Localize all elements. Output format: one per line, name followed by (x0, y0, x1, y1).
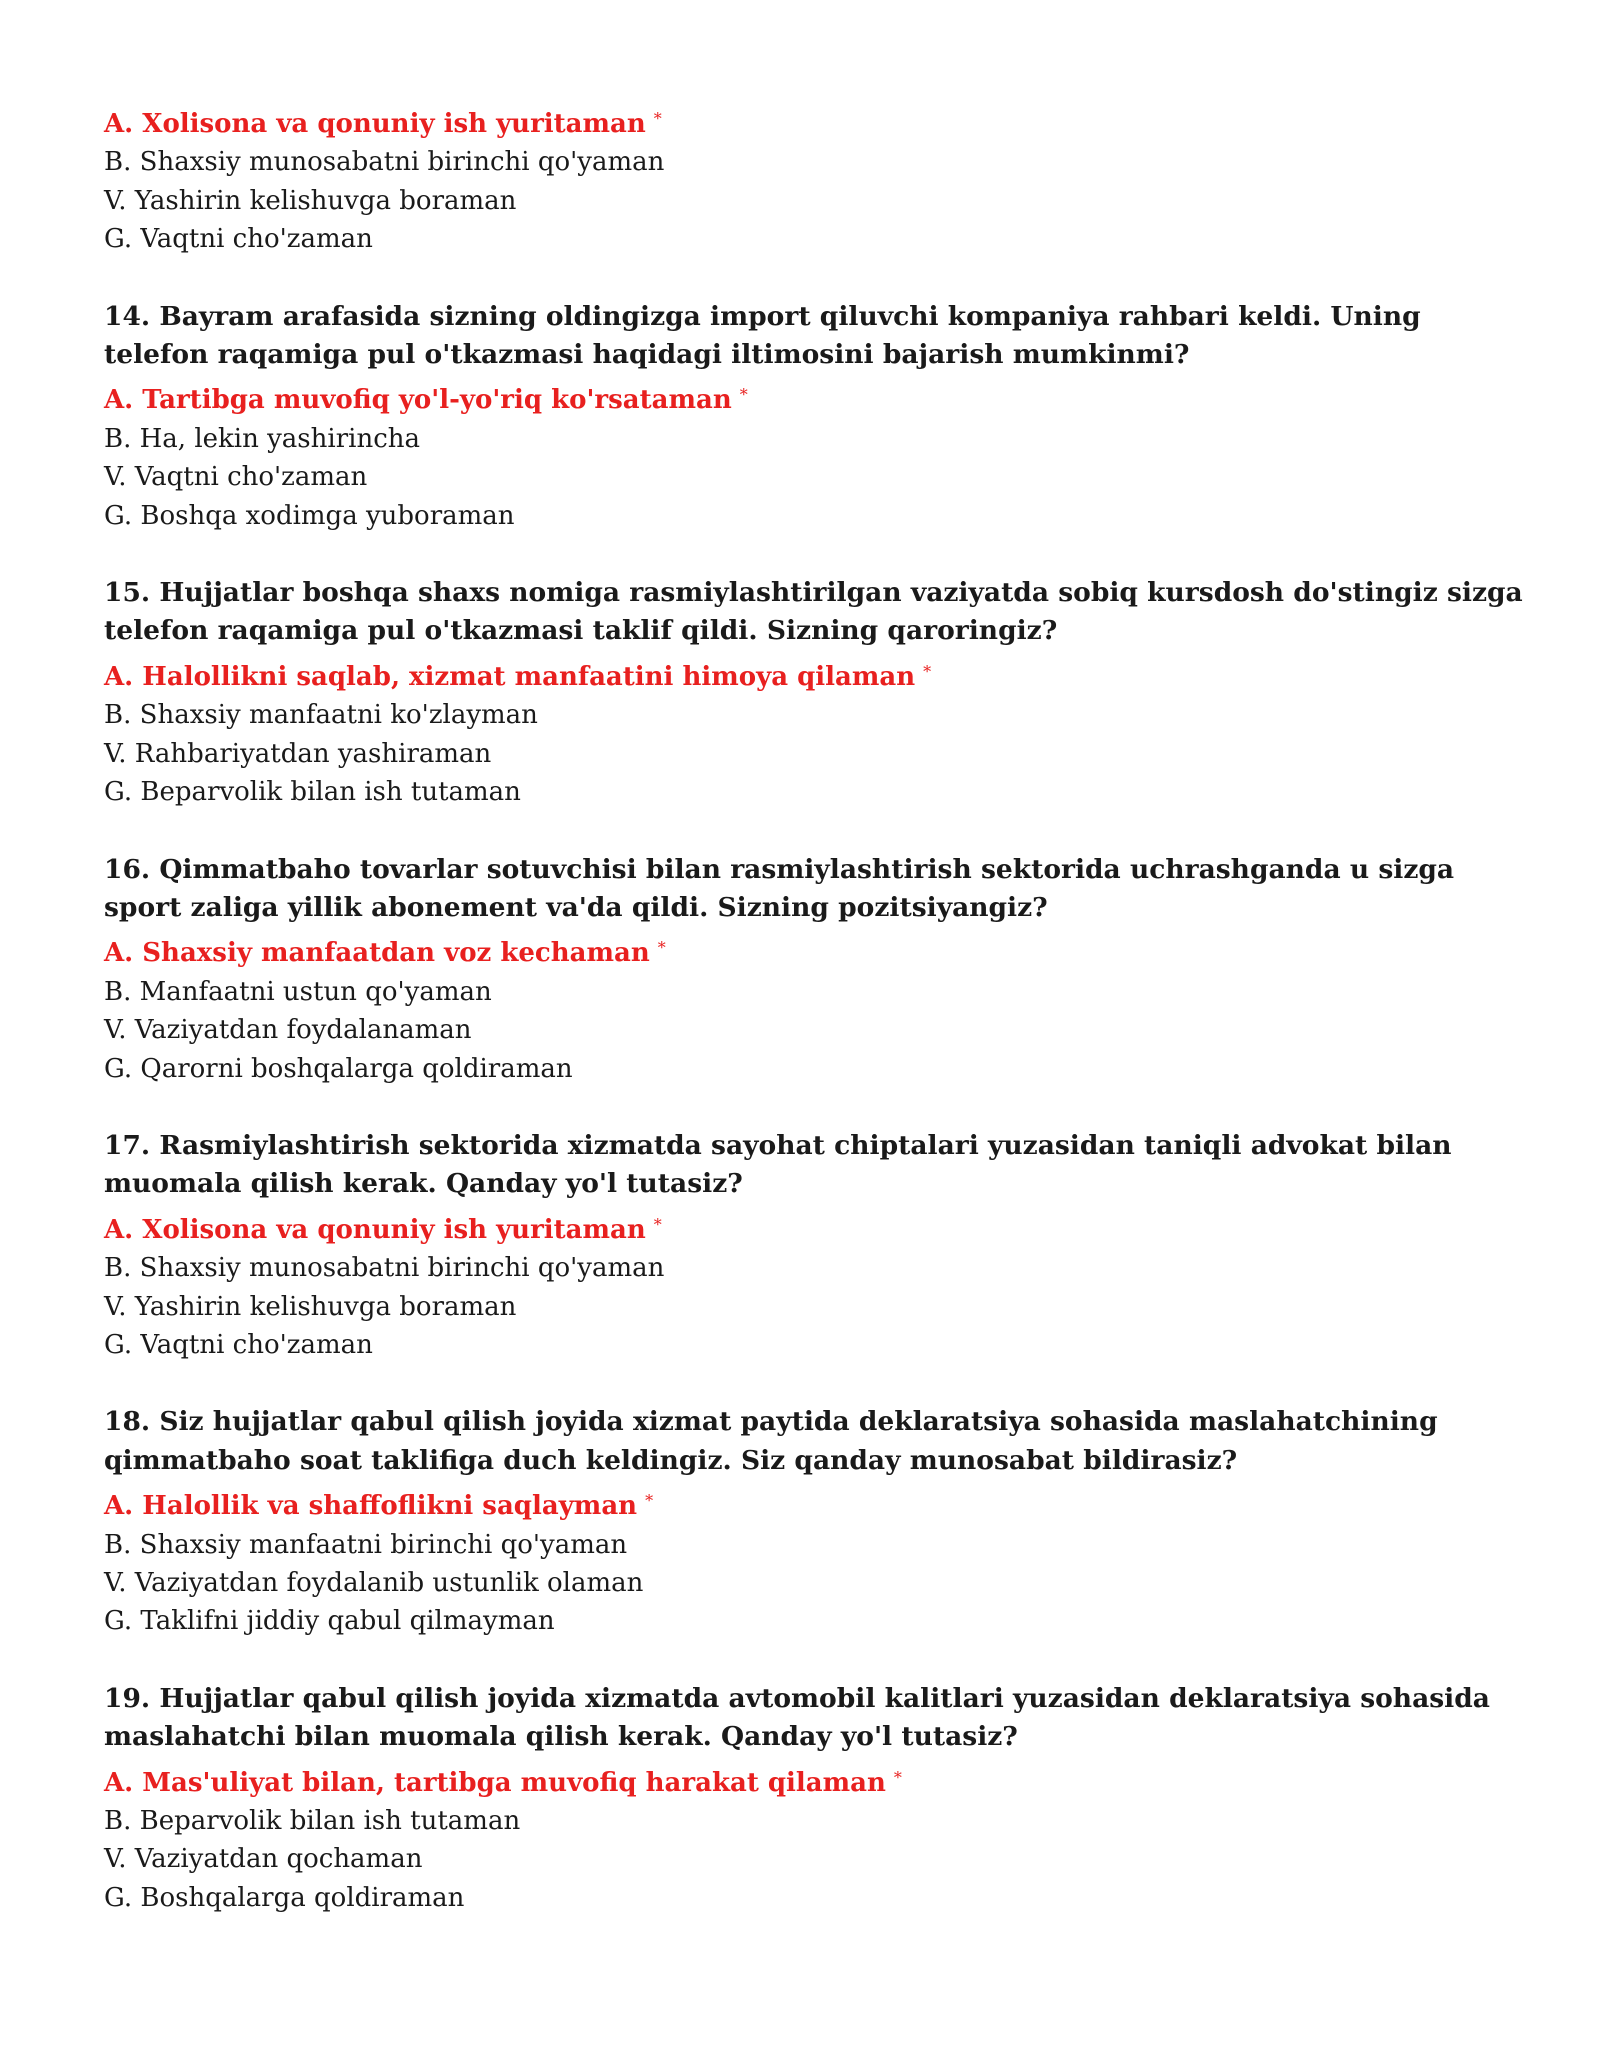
correct-marker: * (653, 1214, 662, 1234)
question-15 (104, 574, 1524, 811)
correct-option: A. Mas'uliyat bilan, tartibga muvofiq harakat qilaman * (104, 1767, 902, 1798)
correct-marker: * (653, 109, 662, 128)
option-b: B. Shaxsiy manfaatni ko'zlayman (104, 700, 538, 731)
option-g: G. Boshqalarga qoldiraman (104, 1882, 465, 1913)
option-g: G. Beparvolik bilan ish tutaman (104, 777, 521, 808)
option-v: V. Vaziyatdan foydalanib ustunlik olaman (104, 1568, 644, 1598)
option-b: B. Manfaatni ustun qo'yaman (104, 976, 492, 1007)
correct-option: A. Shaxsiy manfaatdan voz kechaman * (104, 938, 666, 969)
option-g: G. Vaqtni cho'zaman (104, 1329, 373, 1360)
option-b: B. Shaxsiy munosabatni birinchi qo'yaman (104, 147, 665, 178)
correct-marker: * (893, 1767, 902, 1787)
correct-marker: * (657, 938, 666, 958)
question-text: 19. Hujjatlar qabul qilish joyida xizmatda avtomobil kalitlari yuzasidan deklaratsiya sohasida maslahatchi bilan muomala qilish kerak. Qanday yo'l tutasiz? (104, 1682, 1490, 1753)
leading-options (104, 100, 1524, 259)
question-19 (104, 1680, 1524, 1917)
correct-option: A. Halollik va shaffoflikni saqlayman * (104, 1491, 654, 1522)
option-g: G. Qarorni boshqalarga qoldiraman (104, 1053, 573, 1084)
option-g: G. Boshqa xodimga yuboraman (104, 500, 515, 531)
option-b: B. Shaxsiy manfaatni birinchi qo'yaman (104, 1529, 628, 1560)
option-v: V. Rahbariyatdan yashiraman (104, 738, 492, 769)
question-text: 18. Siz hujjatlar qabul qilish joyida xizmat paytida deklaratsiya sohasida maslahatchining qimmatbaho soat taklifiga duch keldingiz. Siz qanday munosabat bildirasiz? (104, 1406, 1438, 1476)
correct-option: A. Xolisona va qonuniy ish yuritaman * (104, 109, 662, 139)
correct-option: A. Xolisona va qonuniy ish yuritaman * (104, 1214, 662, 1245)
correct-marker: * (923, 661, 932, 681)
question-16 (104, 851, 1524, 1088)
option-v: V. Vaqtni cho'zaman (104, 462, 368, 493)
correct-option: A. Tartibga muvofiq yo'l-yo'riq ko'rsataman * (104, 385, 748, 416)
question-text: 14. Bayram arafasida sizning oldingizga import qiluvchi kompaniya rahbari keldi. Uning telefon raqamiga pul o'tkazmasi haqidagi iltimosini bajarish mumkinmi? (104, 300, 1421, 371)
option-b: B. Beparvolik bilan ish tutaman (104, 1806, 521, 1837)
option-b: B. Shaxsiy munosabatni birinchi qo'yaman (104, 1253, 665, 1284)
correct-marker: * (645, 1491, 654, 1511)
option-v: V. Yashirin kelishuvga boraman (104, 1291, 517, 1322)
option-v: V. Vaziyatdan foydalanaman (104, 1015, 472, 1046)
option-g: G. Taklifni jiddiy qabul qilmayman (104, 1606, 555, 1637)
question-14 (104, 298, 1524, 535)
correct-option: A. Halollikni saqlab, xizmat manfaatini himoya qilaman * (104, 661, 932, 692)
question-17 (104, 1127, 1524, 1364)
correct-marker: * (739, 385, 748, 405)
option-v: V. Yashirin kelishuvga boraman (104, 185, 517, 216)
quiz-page (104, 100, 1524, 1917)
question-text: 17. Rasmiylashtirish sektorida xizmatda sayohat chiptalari yuzasidan taniqli advokat bilan muomala qilish kerak. Qanday yo'l tutasiz? (104, 1129, 1452, 1200)
option-b: B. Ha, lekin yashirincha (104, 423, 421, 454)
question-text: 16. Qimmatbaho tovarlar sotuvchisi bilan rasmiylashtirish sektorida uchrashganda u sizga sport zaliga yillik abonement va'da qildi. Sizning pozitsiyangiz? (104, 853, 1455, 923)
option-g: G. Vaqtni cho'zaman (104, 224, 373, 255)
question-text: 15. Hujjatlar boshqa shaxs nomiga rasmiylashtirilgan vaziyatda sobiq kursdosh do'stingiz sizga telefon raqamiga pul o'tkazmasi taklif qildi. Sizning qaroringiz? (104, 577, 1523, 647)
question-18 (104, 1403, 1524, 1640)
option-v: V. Vaziyatdan qochaman (104, 1844, 423, 1875)
